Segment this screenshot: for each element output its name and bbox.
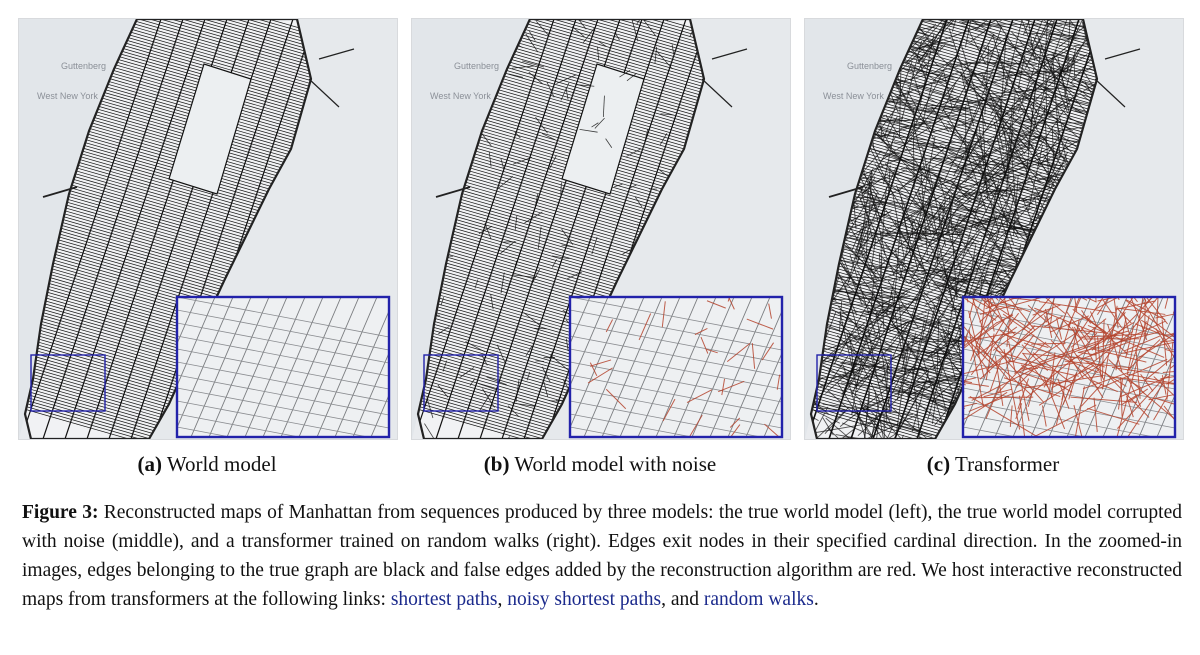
subcaption-b-title: World model with noise <box>514 452 717 476</box>
subcaption-a <box>18 452 396 477</box>
subcaption-b <box>411 452 789 477</box>
caption-end: . <box>813 589 819 610</box>
map-label-guttenberg: Guttenberg <box>454 61 500 71</box>
link-random-walks[interactable]: random walks <box>703 589 814 610</box>
manhattan-map-world-model <box>19 19 397 439</box>
manhattan-map-world-model-noise <box>412 19 790 439</box>
subcaption-a-title: World model <box>166 452 277 476</box>
map-label-west-new-york: West New York <box>823 91 884 101</box>
map-panel-world-model <box>18 18 398 440</box>
manhattan-map-transformer <box>805 19 1183 439</box>
map-label-west-new-york: West New York <box>430 91 491 101</box>
link-noisy-shortest-paths[interactable]: noisy shortest paths <box>507 589 662 610</box>
link-shortest-paths[interactable]: shortest paths <box>390 589 498 610</box>
map-panel-transformer <box>804 18 1184 440</box>
map-panel-world-model-noise <box>411 18 791 440</box>
subcaption-c-letter: (c) <box>926 452 951 476</box>
map-label-guttenberg: Guttenberg <box>61 61 107 71</box>
map-label-guttenberg: Guttenberg <box>847 61 893 71</box>
caption-separator-2: , and <box>661 589 700 610</box>
map-label-west-new-york: West New York <box>37 91 98 101</box>
figure-caption <box>22 498 1182 614</box>
subcaption-c <box>804 452 1182 477</box>
zoomed-inset <box>530 285 790 439</box>
figure-caption-text: Reconstructed maps of Manhattan from sequences produced by three models: the true world model (left), the true world model corrupted with noise (middle), and a transformer trained on random walks (right). Edges exit nodes in their specified cardinal direction. In the zoomed-in images, edges belonging to the true graph are black and false edges added by the reconstruction algorithm are red. We host interactive reconstructed maps from transformers at the following links: <box>22 502 1182 610</box>
figure-label: Figure 3: <box>22 502 99 523</box>
subcaption-a-letter: (a) <box>137 452 162 476</box>
subcaption-b-letter: (b) <box>483 452 510 476</box>
subcaption-c-title: Transformer <box>954 452 1060 476</box>
zoomed-inset <box>137 297 397 439</box>
caption-separator-1: , <box>497 589 503 610</box>
